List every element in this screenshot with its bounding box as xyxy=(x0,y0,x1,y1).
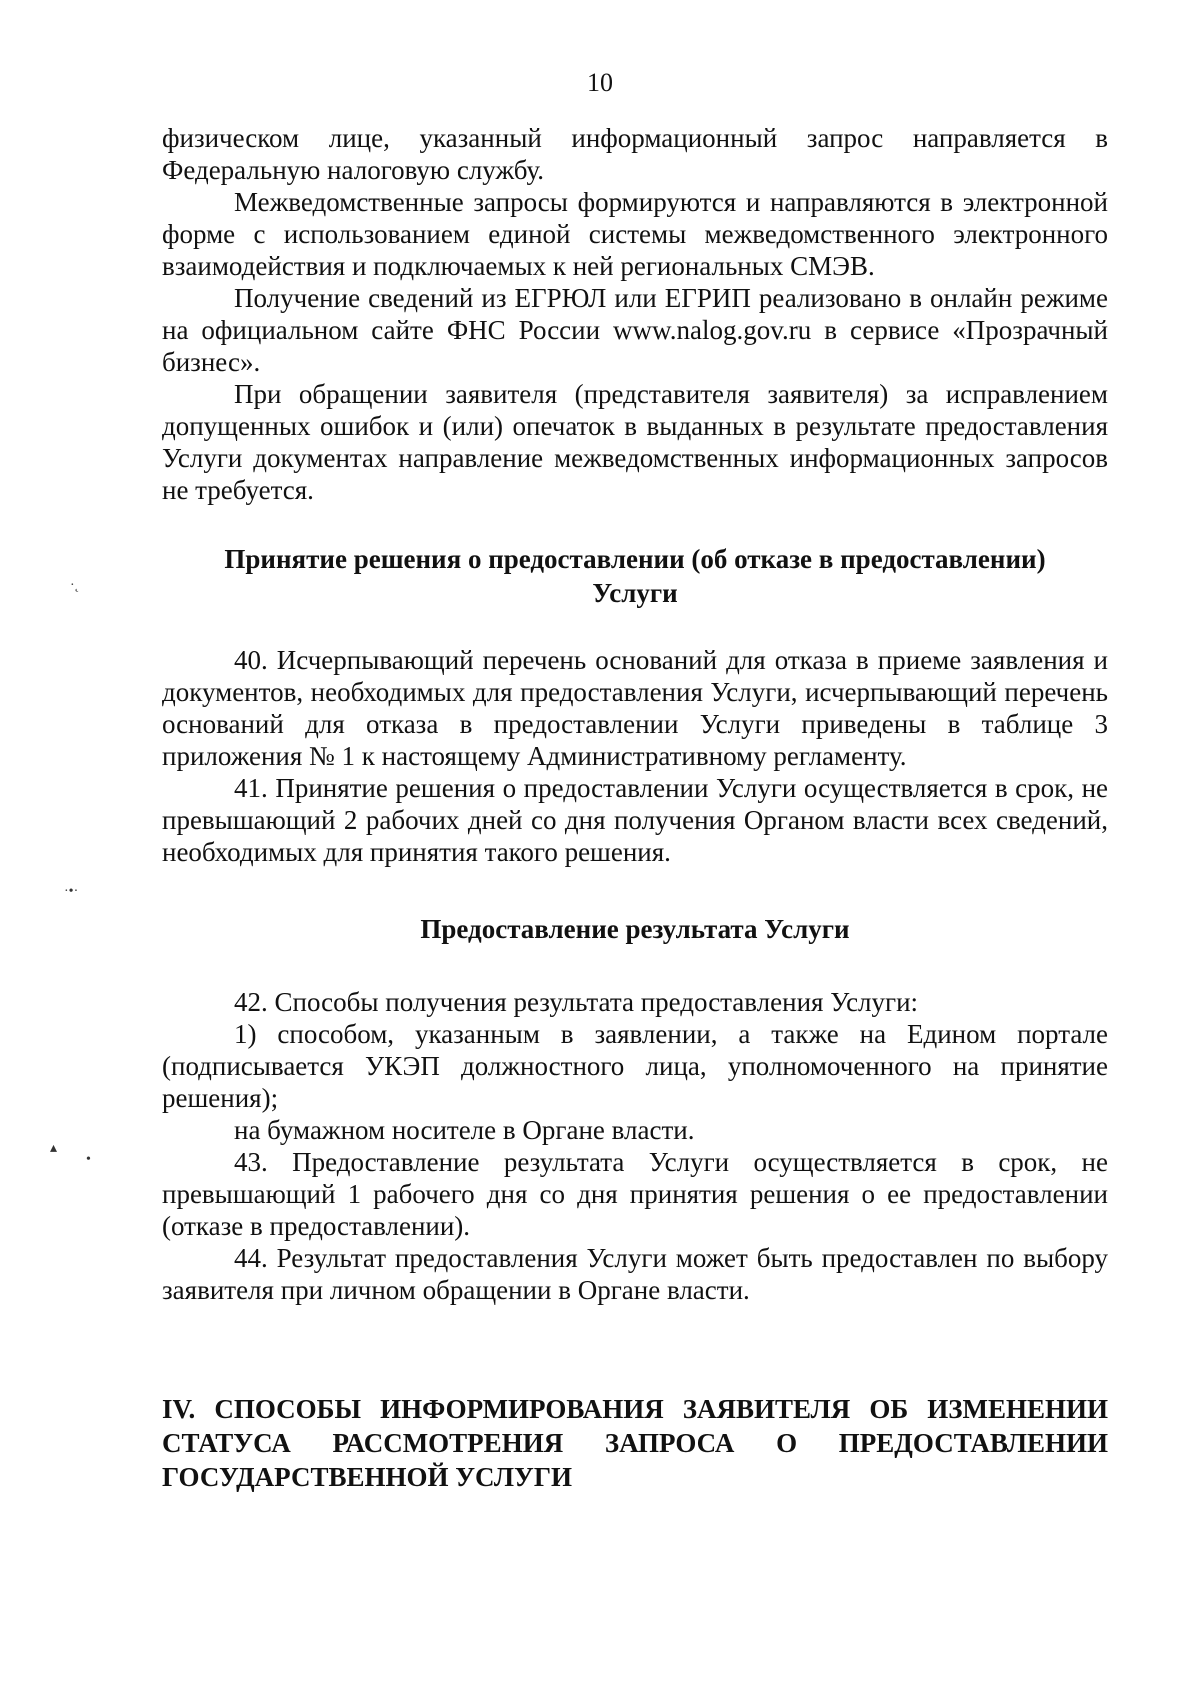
heading-result: Предоставление результата Услуги xyxy=(420,914,850,944)
paragraph-42-paper: на бумажном носителе в Органе власти. xyxy=(234,1115,695,1145)
scan-speck: ▴ xyxy=(50,1141,58,1156)
paragraph-interagency-requests: Межведомственные запросы формируются и направляются в электронной форме с использованием единой системы межведомственного электронного взаимодействия и подключаемых к ней региональных СМЭВ. xyxy=(162,187,1108,281)
paragraph-40: 40. Исчерпывающий перечень оснований для отказа в приеме заявления и документов, необходимых для предоставления Услуги, исчерпывающий перечень оснований для отказа в предоставлении Услуги приведены в таблице 3 приложения № 1 к настоящему Административному регламенту. xyxy=(162,645,1108,771)
scan-speck: • xyxy=(86,1152,91,1167)
paragraph-41: 41. Принятие решения о предоставлении Услуги осуществляется в срок, не превышающий 2 рабочих дней со дня получения Органом власти всех сведений, необходимых для принятия такого решения. xyxy=(162,773,1108,867)
paragraph-42-item-1: 1) способом, указанным в заявлении, а также на Едином портале (подписывается УКЭП должностного лица, уполномоченного на принятие решения); xyxy=(162,1019,1108,1113)
heading-decision-line-2: Услуги xyxy=(592,578,678,608)
paragraph-43: 43. Предоставление результата Услуги осуществляется в срок, не превышающий 1 рабочего дня со дня принятия решения о ее предоставлении (отказе в предоставлении). xyxy=(162,1147,1108,1241)
paragraph-42: 42. Способы получения результата предоставления Услуги: xyxy=(234,987,919,1017)
page-number: 10 xyxy=(587,68,613,97)
section-iv-title: IV. СПОСОБЫ ИНФОРМИРОВАНИЯ ЗАЯВИТЕЛЯ ОБ ИЗМЕНЕНИИ СТАТУСА РАССМОТРЕНИЯ ЗАПРОСА О ПРЕДОСТАВЛЕНИИ ГОСУДАРСТВЕННОЙ УСЛУГИ xyxy=(162,1394,1108,1492)
heading-decision xyxy=(162,542,1108,610)
paragraph-44: 44. Результат предоставления Услуги может быть предоставлен по выбору заявителя при личном обращении в Органе власти. xyxy=(162,1243,1108,1305)
paragraph-fns-request: физическом лице, указанный информационный запрос направляется в Федеральную налоговую службу. xyxy=(162,123,1108,185)
scan-speck: ·•· xyxy=(64,884,79,899)
heading-decision-line-1: Принятие решения о предоставлении (об отказе в предоставлении) xyxy=(224,544,1046,574)
paragraph-error-correction: При обращении заявителя (представителя заявителя) за исправлением допущенных ошибок и (или) опечаток в выданных в результате предоставления Услуги документах направление межведомственных информационных запросов не требуется. xyxy=(162,379,1108,505)
scan-speck: ·˛ xyxy=(70,578,80,593)
paragraph-egrul-online: Получение сведений из ЕГРЮЛ или ЕГРИП реализовано в онлайн режиме на официальном сайте ФНС России www.nalog.gov.ru в сервисе «Прозрачный бизнес». xyxy=(162,283,1108,377)
page-content xyxy=(162,122,1108,1494)
